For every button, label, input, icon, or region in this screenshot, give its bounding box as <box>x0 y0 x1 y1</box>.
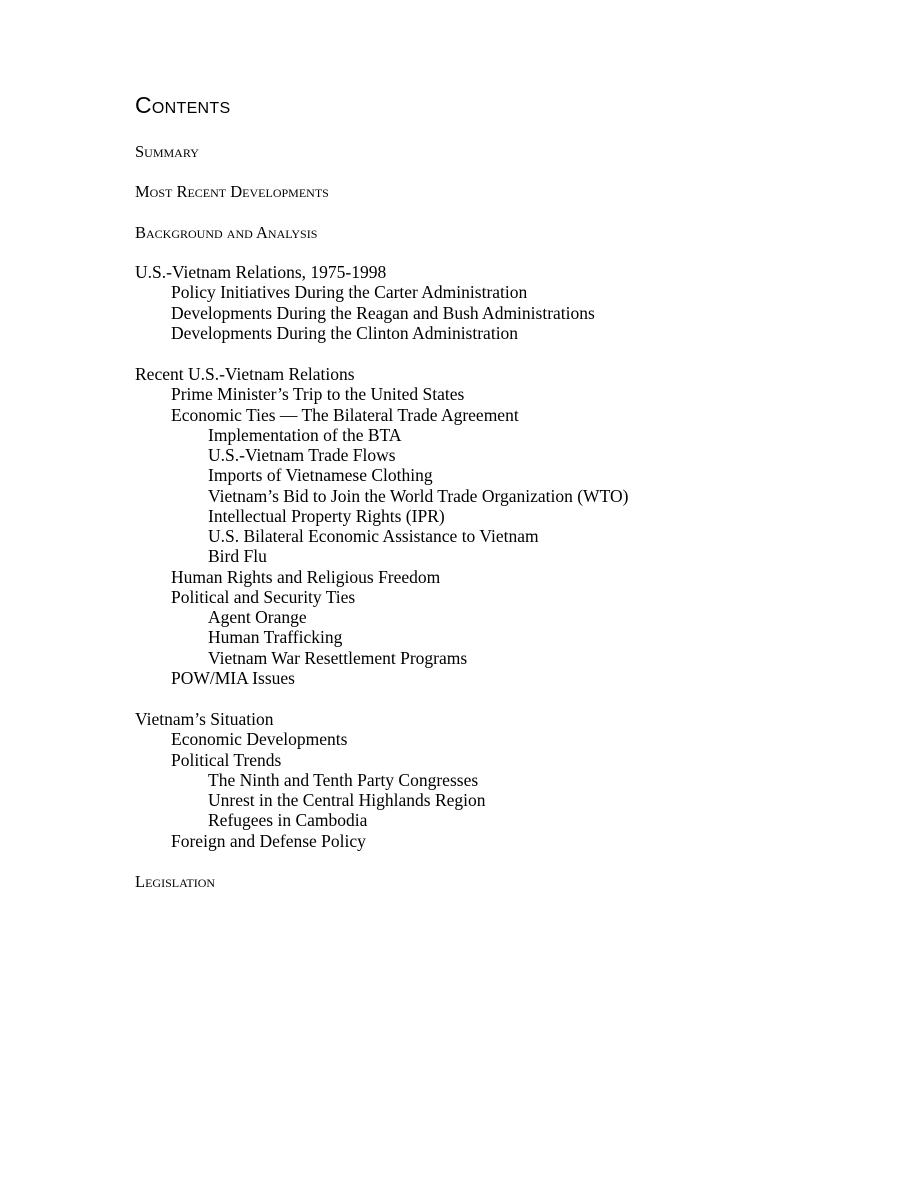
toc-section-legislation[interactable]: Legislation <box>135 872 216 891</box>
toc-entry-level-3[interactable]: Bird Flu <box>208 546 267 567</box>
toc-entry-level-3[interactable]: U.S. Bilateral Economic Assistance to Vietnam <box>208 526 539 546</box>
toc-section-background[interactable]: Background and Analysis <box>135 223 318 242</box>
toc-entry-level-1[interactable]: Vietnam’s Situation <box>135 709 274 729</box>
toc-entry-level-2[interactable]: Policy Initiatives During the Carter Administration <box>171 282 528 303</box>
toc-entry-level-3[interactable]: Unrest in the Central Highlands Region <box>208 790 486 810</box>
toc-entry-level-2[interactable]: Developments During the Reagan and Bush Administrations <box>171 302 595 323</box>
toc-entry-level-2[interactable]: Human Rights and Religious Freedom <box>171 566 441 587</box>
toc-entry-level-3[interactable]: Implementation of the BTA <box>208 424 402 445</box>
toc-entry-level-2[interactable]: Developments During the Clinton Administration <box>171 322 519 343</box>
toc-group-relations-1975-1998 <box>135 262 595 343</box>
toc-entry-level-3[interactable]: Imports of Vietnamese Clothing <box>208 465 433 486</box>
toc-entry-level-1[interactable]: Recent U.S.-Vietnam Relations <box>135 364 355 384</box>
toc-entry-level-2[interactable]: Political Trends <box>171 749 282 770</box>
toc-entry-level-3[interactable]: The Ninth and Tenth Party Congresses <box>208 769 479 790</box>
toc-entry-level-2[interactable]: POW/MIA Issues <box>171 667 295 688</box>
toc-group-vietnam-situation <box>135 709 486 851</box>
toc-entry-level-2[interactable]: Economic Developments <box>171 729 348 750</box>
toc-entry-level-2[interactable]: Foreign and Defense Policy <box>171 830 366 851</box>
toc-entry-level-3[interactable]: Refugees in Cambodia <box>208 810 368 831</box>
toc-entry-level-3[interactable]: Human Trafficking <box>208 627 343 648</box>
toc-entry-level-2[interactable]: Economic Ties — The Bilateral Trade Agreement <box>171 404 519 425</box>
toc-entry-level-3[interactable]: Intellectual Property Rights (IPR) <box>208 505 445 526</box>
toc-section-recent-developments[interactable]: Most Recent Developments <box>135 182 329 201</box>
toc-entry-level-3[interactable]: U.S.-Vietnam Trade Flows <box>208 445 396 465</box>
toc-section-summary[interactable]: Summary <box>135 142 199 161</box>
toc-group-recent-relations <box>135 364 628 688</box>
toc-entry-level-2[interactable]: Political and Security Ties <box>171 586 356 607</box>
toc-entry-level-1[interactable]: U.S.-Vietnam Relations, 1975-1998 <box>135 262 387 282</box>
toc-entry-level-2[interactable]: Prime Minister’s Trip to the United States <box>171 384 465 405</box>
toc-entry-level-3[interactable]: Vietnam’s Bid to Join the World Trade Organization (WTO) <box>208 485 629 506</box>
toc-entry-level-3[interactable]: Vietnam War Resettlement Programs <box>208 647 468 668</box>
toc-entry-level-3[interactable]: Agent Orange <box>208 607 307 627</box>
page-title: Contents <box>135 92 231 118</box>
